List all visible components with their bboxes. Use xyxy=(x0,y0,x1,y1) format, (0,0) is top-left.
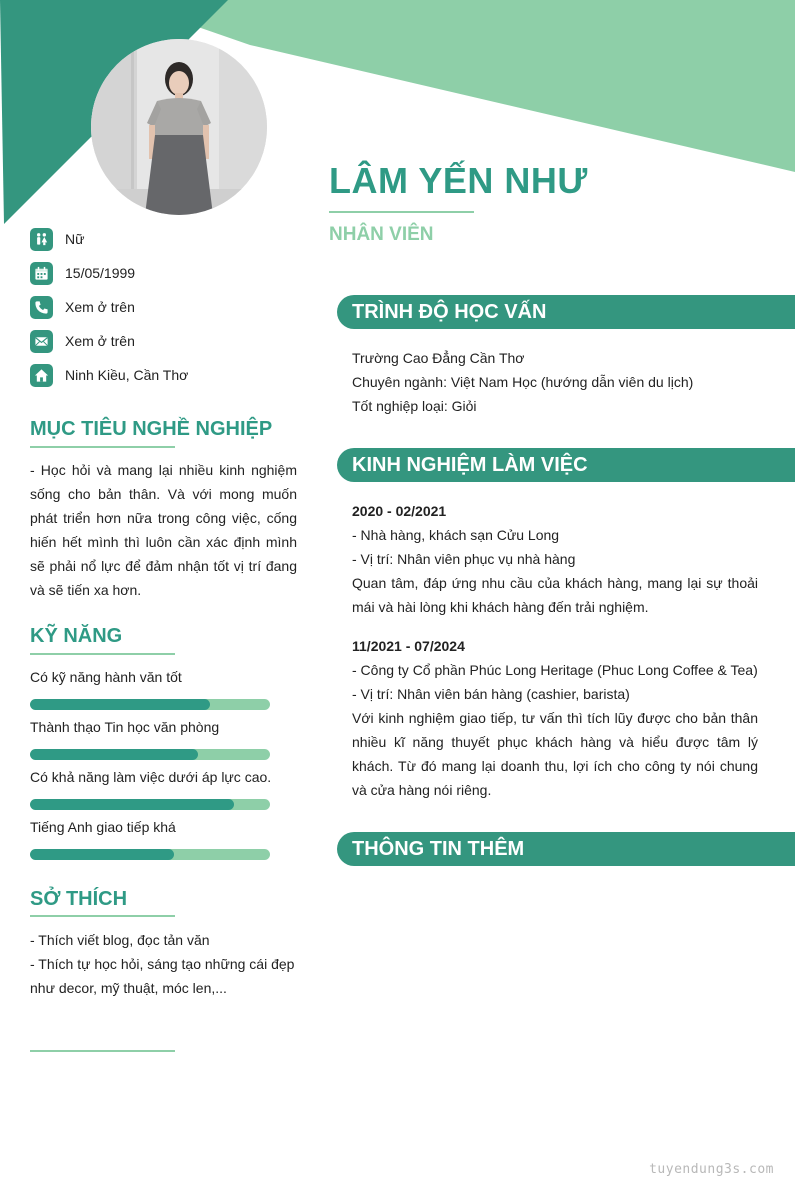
job-role: - Vị trí: Nhân viên phục vụ nhà hàng xyxy=(352,551,576,567)
job-entry xyxy=(352,634,758,802)
skill-bar xyxy=(30,749,270,760)
watermark: tuyendung3s.com xyxy=(649,1162,774,1177)
left-footer-divider xyxy=(30,1050,175,1052)
skill-bar xyxy=(30,699,270,710)
email-icon xyxy=(30,330,53,353)
candidate-position: NHÂN VIÊN xyxy=(329,224,434,245)
job-description: Với kinh nghiệm giao tiếp, tư vấn thì tích lũy được cho bản thân nhiều kĩ năng thuyết phục khách hàng và hiểu được tâm lý khách. Từ đó mang lại doanh thu, lợi ích cho công ty nói chung và cửa hàng nói riêng. xyxy=(352,710,758,798)
skill-bar xyxy=(30,849,270,860)
skill-bar-fill xyxy=(30,699,210,710)
education-major: Chuyên ngành: Việt Nam Học (hướng dẫn viên du lịch) xyxy=(352,374,694,390)
skill-label: Có kỹ năng hành văn tốt xyxy=(30,669,182,685)
objective-underline xyxy=(30,446,175,448)
hobbies-underline xyxy=(30,915,175,917)
contact-email xyxy=(30,324,300,358)
contact-birthday xyxy=(30,256,300,290)
hobby-item: - Thích tự học hỏi, sáng tạo những cái đẹp như decor, mỹ thuật, móc len,... xyxy=(30,956,295,996)
skill-item xyxy=(30,767,270,810)
skill-label: Thành thạo Tin học văn phòng xyxy=(30,719,220,735)
skill-bar xyxy=(30,799,270,810)
job-period: 11/2021 - 07/2024 xyxy=(352,638,465,654)
more-info-heading: THÔNG TIN THÊM xyxy=(337,832,795,866)
contact-gender-text: Nữ xyxy=(65,231,85,247)
education-heading: TRÌNH ĐỘ HỌC VẤN xyxy=(337,295,795,329)
name-underline xyxy=(329,211,474,213)
job-company: - Công ty Cổ phần Phúc Long Heritage (Phuc Long Coffee & Tea) xyxy=(352,662,758,678)
hobbies-heading: SỞ THÍCH xyxy=(30,888,128,910)
education-details xyxy=(352,346,758,418)
skills-heading: KỸ NĂNG xyxy=(30,625,123,647)
objective-text: - Học hỏi và mang lại nhiều kinh nghiệm sống cho bản thân. Và với mong muốn phát triển hơn nữa trong công việc, cống hiến hết mình thì luôn cần xác định mình sẽ phải nổ lực để đảm nhận tốt vị trí đang và sẽ tiến xa hơn. xyxy=(30,462,297,598)
gender-icon xyxy=(30,228,53,251)
skill-item xyxy=(30,717,270,760)
calendar-icon xyxy=(30,262,53,285)
skill-label: Tiếng Anh giao tiếp khá xyxy=(30,819,176,835)
job-role: - Vị trí: Nhân viên bán hàng (cashier, barista) xyxy=(352,686,630,702)
contact-email-text: Xem ở trên xyxy=(65,333,135,349)
education-grade: Tốt nghiệp loại: Giỏi xyxy=(352,398,477,414)
profile-photo xyxy=(91,39,267,215)
contact-phone-text: Xem ở trên xyxy=(65,299,135,315)
job-period: 2020 - 02/2021 xyxy=(352,503,447,519)
contact-address-text: Ninh Kiều, Cần Thơ xyxy=(65,367,189,383)
skill-label: Có khả năng làm việc dưới áp lực cao. xyxy=(30,769,272,785)
skill-bar-fill xyxy=(30,799,234,810)
contact-list xyxy=(30,222,300,392)
skill-bar-fill xyxy=(30,749,198,760)
objective-heading: MỤC TIÊU NGHỀ NGHIỆP xyxy=(30,418,273,440)
skill-item xyxy=(30,817,270,860)
skills-underline xyxy=(30,653,175,655)
phone-icon xyxy=(30,296,53,319)
hobbies-list xyxy=(30,928,300,1000)
job-company: - Nhà hàng, khách sạn Cửu Long xyxy=(352,527,560,543)
skill-item xyxy=(30,667,270,710)
contact-address xyxy=(30,358,300,392)
job-entry xyxy=(352,499,758,619)
contact-birthday-text: 15/05/1999 xyxy=(65,265,136,281)
contact-phone xyxy=(30,290,300,324)
skill-bar-fill xyxy=(30,849,174,860)
education-school: Trường Cao Đẳng Cần Thơ xyxy=(352,350,525,366)
experience-heading: KINH NGHIỆM LÀM VIỆC xyxy=(337,448,795,482)
contact-gender xyxy=(30,222,300,256)
hobby-item: - Thích viết blog, đọc tản văn xyxy=(30,932,210,948)
candidate-name: LÂM YẾN NHƯ xyxy=(329,160,588,201)
job-description: Quan tâm, đáp ứng nhu cầu của khách hàng, mang lại sự thoải mái và hài lòng khi khách hàng đến trải nghiệm. xyxy=(352,575,758,615)
home-icon xyxy=(30,364,53,387)
